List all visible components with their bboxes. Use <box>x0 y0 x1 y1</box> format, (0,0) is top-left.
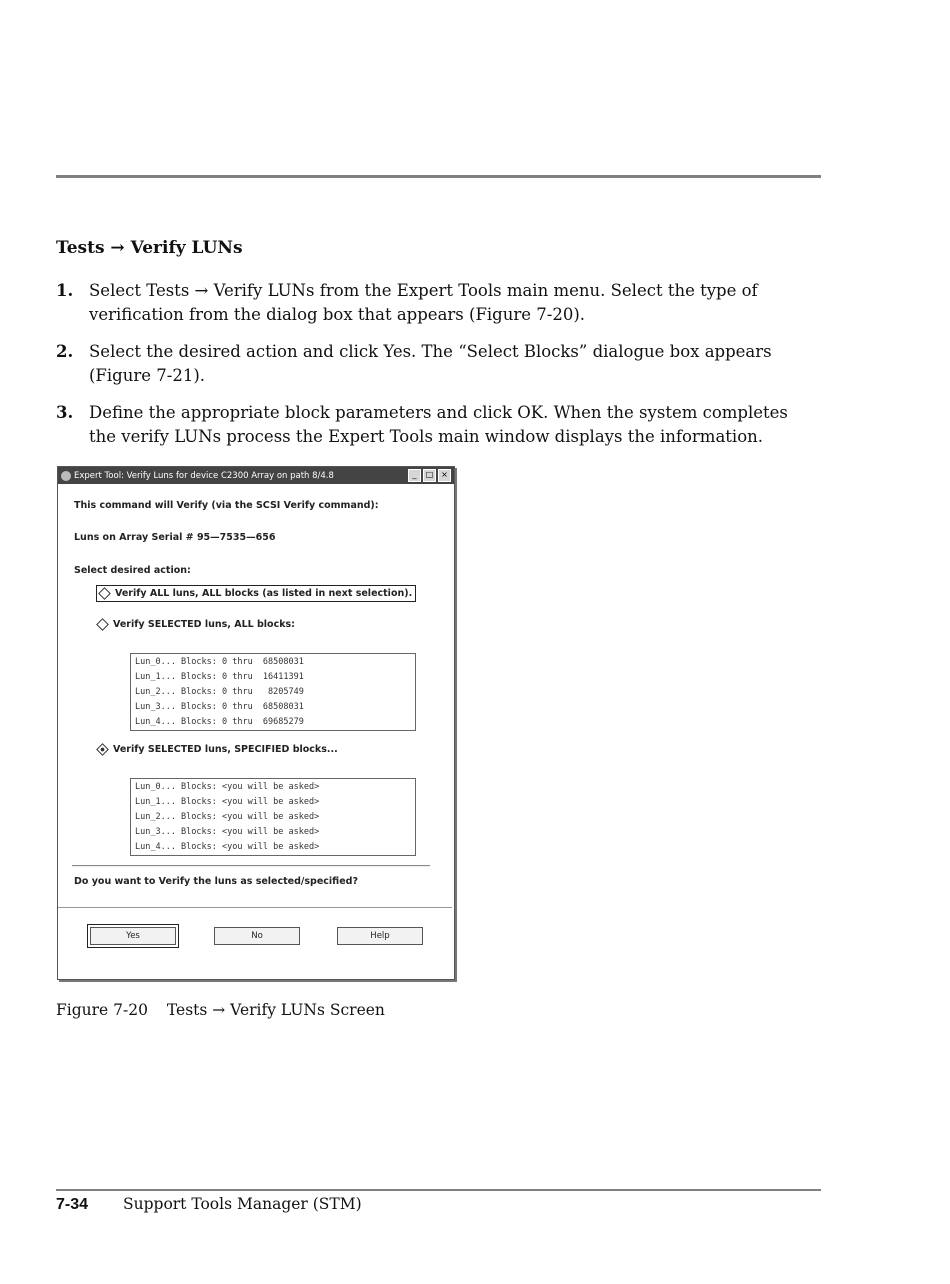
step-text: Select Tests → Verify LUNs from the Expert Tools main menu. Select the type of verification from the dialog box that appears (Figure 7-20). <box>89 281 758 324</box>
step-3 <box>56 401 796 449</box>
option-verify-selected-specified-blocks[interactable] <box>98 744 338 755</box>
list-item[interactable]: Lun_1... Blocks: 0 thru 16411391 <box>135 672 304 682</box>
step-number: 3. <box>56 403 74 422</box>
list-item[interactable]: Lun_0... Blocks: <you will be asked> <box>135 782 320 792</box>
serial-text: Luns on Array Serial # 95—7535—656 <box>74 532 276 543</box>
figure-caption <box>56 1001 385 1019</box>
radio-icon[interactable] <box>96 618 109 631</box>
close-icon[interactable]: × <box>438 469 451 482</box>
bottom-rule <box>56 1189 821 1191</box>
question-text: Do you want to Verify the luns as selected/specified? <box>74 876 358 887</box>
verify-luns-dialog <box>57 466 455 980</box>
radio-icon[interactable] <box>98 587 111 600</box>
dialog-title: Expert Tool: Verify Luns for device C2300 Array on path 8/4.8 <box>74 470 334 481</box>
figure-title: Tests → Verify LUNs Screen <box>166 1001 385 1019</box>
step-number: 1. <box>56 281 74 300</box>
radio-icon[interactable] <box>96 743 109 756</box>
list-item[interactable]: Lun_4... Blocks: 0 thru 69685279 <box>135 717 304 727</box>
specified-blocks-list[interactable] <box>130 778 416 856</box>
option-verify-all[interactable] <box>96 585 416 602</box>
select-label: Select desired action: <box>74 565 191 576</box>
option-verify-selected-all-blocks[interactable] <box>98 619 295 630</box>
option-label: Verify SELECTED luns, ALL blocks: <box>113 619 295 630</box>
steps-list <box>56 279 796 462</box>
figure-label: Figure 7-20 <box>56 1001 148 1019</box>
list-item[interactable]: Lun_4... Blocks: <you will be asked> <box>135 842 320 852</box>
section-heading: Tests → Verify LUNs <box>56 238 243 258</box>
no-button[interactable]: No <box>214 927 300 945</box>
maximize-icon[interactable]: □ <box>423 469 436 482</box>
option-label: Verify ALL luns, ALL blocks (as listed in next selection). <box>115 588 413 599</box>
intro-text: This command will Verify (via the SCSI Verify command): <box>74 500 379 511</box>
top-rule <box>56 175 821 178</box>
list-item[interactable]: Lun_2... Blocks: <you will be asked> <box>135 812 320 822</box>
step-text: Select the desired action and click Yes. The “Select Blocks” dialogue box appears (Figure 7-21). <box>89 342 772 385</box>
help-button[interactable]: Help <box>337 927 423 945</box>
step-1 <box>56 279 796 327</box>
all-blocks-list[interactable] <box>130 653 416 731</box>
dialog-titlebar[interactable] <box>58 467 454 484</box>
list-item[interactable]: Lun_2... Blocks: 0 thru 8205749 <box>135 687 304 697</box>
page-number: 7-34 <box>56 1196 89 1213</box>
list-item[interactable]: Lun_3... Blocks: <you will be asked> <box>135 827 320 837</box>
yes-button[interactable]: Yes <box>90 927 176 945</box>
app-icon <box>61 471 71 481</box>
minimize-icon[interactable]: _ <box>408 469 421 482</box>
button-area-divider <box>58 907 452 908</box>
option-label: Verify SELECTED luns, SPECIFIED blocks... <box>113 744 338 755</box>
list-item[interactable]: Lun_3... Blocks: 0 thru 68508031 <box>135 702 304 712</box>
page-footer <box>56 1195 362 1214</box>
step-text: Define the appropriate block parameters and click OK. When the system completes the verify LUNs process the Expert Tools main window displays the information. <box>89 403 788 446</box>
list-item[interactable]: Lun_1... Blocks: <you will be asked> <box>135 797 320 807</box>
list-item[interactable]: Lun_0... Blocks: 0 thru 68508031 <box>135 657 304 667</box>
step-number: 2. <box>56 342 74 361</box>
dialog-divider <box>72 865 430 867</box>
step-2 <box>56 340 796 388</box>
footer-title: Support Tools Manager (STM) <box>123 1195 362 1213</box>
